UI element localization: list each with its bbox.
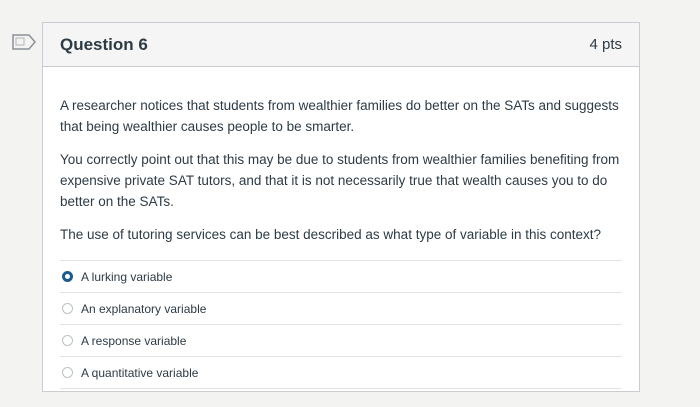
question-points: 4 pts (589, 36, 622, 53)
radio-icon[interactable] (62, 303, 73, 314)
question-body (43, 67, 639, 389)
answer-label: An explanatory variable (81, 301, 207, 316)
answer-option-quantitative[interactable] (60, 356, 622, 389)
answer-label: A quantitative variable (81, 365, 199, 380)
radio-selected-icon[interactable] (62, 271, 73, 282)
answer-label: A response variable (81, 333, 187, 348)
answer-option-explanatory[interactable] (60, 292, 622, 324)
question-title: Question 6 (60, 34, 148, 54)
radio-icon[interactable] (62, 335, 73, 346)
answer-option-lurking[interactable] (60, 260, 622, 292)
answer-list (60, 260, 622, 389)
question-text-1: A researcher notices that students from wealthier families do better on the SATs and suggests that being wealthier causes people to be smarter. (60, 98, 619, 134)
answer-option-response[interactable] (60, 324, 622, 356)
answer-label: A lurking variable (81, 269, 173, 284)
question-card (42, 22, 640, 392)
question-prompt: The use of tutoring services can be best described as what type of variable in this context? (60, 227, 602, 242)
flag-question-icon[interactable] (12, 34, 36, 50)
question-header (43, 23, 639, 67)
question-text-2: You correctly point out that this may be due to students from wealthier families benefiting from expensive private SAT tutors, and that it is not necessarily true that wealth causes you to do better on the SATs. (60, 152, 620, 209)
radio-icon[interactable] (62, 367, 73, 378)
